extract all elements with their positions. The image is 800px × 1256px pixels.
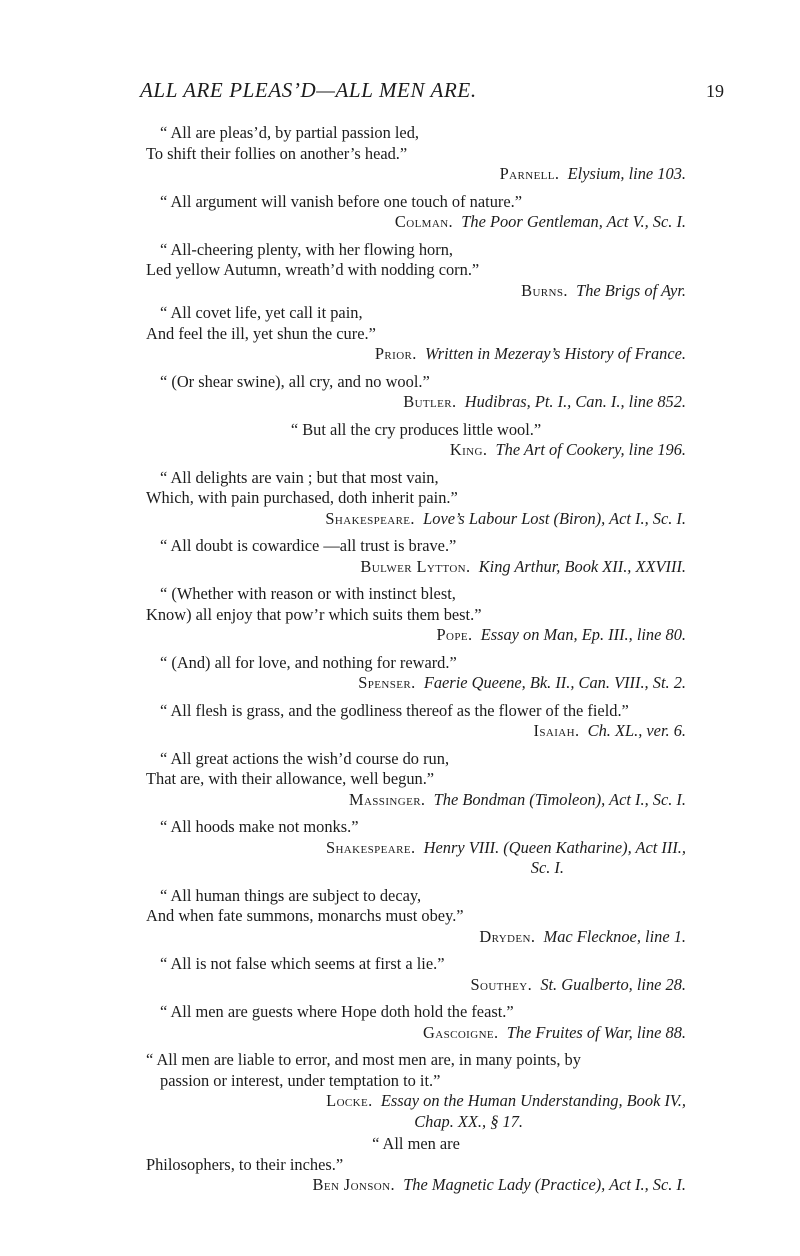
citation-author: Isaiah. [533,721,580,740]
citation [146,1091,686,1112]
citation [146,1175,686,1196]
citation-work: Elysium, line 103. [567,164,686,183]
citation-author: Ben Jonson. [312,1175,395,1194]
citation [146,838,686,859]
running-title: ALL ARE PLEAS’D—ALL MEN ARE. [140,78,477,102]
citation-author: Spenser. [358,673,416,692]
quote-line: Led yellow Autumn, wreath’d with nodding corn.” [146,260,480,279]
quote-entry [146,584,686,646]
citation-work: The Art of Cookery, line 196. [495,440,686,459]
quote-line: “ All delights are vain ; but that most vain, [160,467,439,487]
citation-author: Gascoigne. [423,1022,499,1042]
citation [146,281,686,302]
quote-line: “ All hoods make not monks.” [160,817,359,836]
quote-entry [146,701,686,742]
citation [146,625,686,646]
quote-entry [146,1134,686,1196]
quote-entry [146,192,686,233]
citation-work: The Bondman (Timoleon), Act I., Sc. I. [433,789,686,809]
quote-entry [146,240,686,302]
quote-entry [146,954,686,995]
citation-work: Hudibras, Pt. I., Can. I., line 852. [464,392,686,411]
quote-line: And when fate summons, monarchs must obey.” [146,906,464,925]
citation-continued [146,1112,686,1133]
quote-entry [146,303,686,365]
page-number: 19 [706,81,724,101]
citation-work: Essay on Man, Ep. III., line 80. [480,625,686,644]
citation-author: Shakespeare. [325,837,416,857]
quote-line: Philosophers, to their inches.” [146,1154,344,1174]
citation-work-continued: Sc. I. [530,858,564,877]
citation-work: The Brigs of Ayr. [576,280,686,300]
citation-work: The Poor Gentleman, Act V., Sc. I. [461,212,686,231]
citation-author: Shakespeare. [325,508,415,528]
quote-line: “ All is not false which seems at first a lie.” [160,954,445,973]
quote-line: “ All men are liable to error, and most men are, in many points, by [146,1050,581,1069]
citation [146,975,686,996]
quote-line: Know) all enjoy that pow’r which suits them best.” [146,604,482,624]
quote-entry [146,749,686,811]
citation [146,790,686,811]
quote-entry [146,1002,686,1043]
citation-work-continued: Chap. XX., § 17. [414,1111,523,1131]
quote-line: Which, with pain purchased, doth inherit pain.” [146,488,458,507]
citation-author: Butler. [403,392,457,411]
citation [146,212,686,233]
quote-entry [146,886,686,948]
citation-author: Southey. [470,974,533,994]
citation [146,509,686,530]
quote-entry [146,468,686,530]
quote-line: To shift their follies on another’s head.” [146,143,408,163]
citation-work: Written in Mezeray’s History of France. [425,344,686,363]
citation-work: Mac Flecknoe, line 1. [543,926,686,946]
citation-continued [146,858,686,879]
citation-work: Faerie Queene, Bk. II., Can. VIII., St. 2. [423,673,686,692]
citation-work: St. Gualberto, line 28. [540,974,686,994]
citation-author: Dryden. [479,926,536,946]
citation-work: Ch. XL., ver. 6. [587,721,686,740]
citation-work: The Magnetic Lady (Practice), Act I., Sc. I. [403,1175,686,1194]
citation-work: The Fruites of War, line 88. [506,1022,686,1042]
citation-author: Burns. [521,280,568,300]
citation-work: Love’s Labour Lost (Biron), Act I., Sc. I. [423,508,686,528]
citation [146,164,686,185]
quote-line: “ All doubt is cowardice —all trust is brave.” [160,536,457,555]
quote-line: “ But all the cry produces little wool.” [290,419,542,439]
citation [146,927,686,948]
citation-author: Massinger. [348,789,426,809]
citation-work: Henry VIII. (Queen Katharine), Act III., [423,837,686,857]
quote-line: passion or interest, under temptation to it.” [160,1070,441,1090]
quote-entry [146,817,686,879]
citation [146,557,686,578]
citation [146,673,686,694]
quote-entry [146,123,686,185]
quotation-list [146,123,686,1196]
quote-line: And feel the ill, yet shun the cure.” [146,323,376,343]
citation [146,721,686,742]
citation-work: King Arthur, Book XII., XXVIII. [478,556,686,576]
citation [146,440,686,461]
citation-work: Essay on the Human Understanding, Book IV., [380,1091,686,1110]
quote-line: “ (Whether with reason or with instinct blest, [160,584,456,603]
citation-author: Parnell. [499,164,560,183]
quote-line: “ (And) all for love, and nothing for reward.” [160,652,457,672]
citation [146,344,686,365]
quote-line: “ All-cheering plenty, with her flowing horn, [160,239,453,259]
running-header [140,78,724,103]
citation-author: King. [449,440,488,459]
quote-entry [146,653,686,694]
citation [146,392,686,413]
quote-entry [146,372,686,413]
citation-author: Locke. [326,1091,373,1110]
quote-line: “ All human things are subject to decay, [160,885,422,905]
quote-line: “ (Or shear swine), all cry, and no wool.” [160,371,430,391]
quote-line: “ All men are guests where Hope doth hold the feast.” [160,1002,514,1021]
quote-line: “ All are pleas’d, by partial passion led, [160,123,419,142]
quote-line: That are, with their allowance, well begun.” [146,769,435,788]
quote-entry [146,1050,686,1132]
quote-entry [146,420,686,461]
quote-line: “ All argument will vanish before one touch of nature.” [160,191,523,211]
citation-author: Prior. [374,344,417,363]
quote-line: “ All great actions the wish’d course do run, [160,748,450,768]
quote-line: “ All men are [372,1134,460,1153]
quote-line: “ All flesh is grass, and the godliness thereof as the flower of the field.” [160,700,629,720]
citation-author: Colman. [394,212,454,231]
citation [146,1023,686,1044]
quote-entry [146,536,686,577]
quote-line: “ All covet life, yet call it pain, [160,303,363,322]
citation-author: Bulwer Lytton. [360,556,471,576]
citation-author: Pope. [436,625,473,644]
